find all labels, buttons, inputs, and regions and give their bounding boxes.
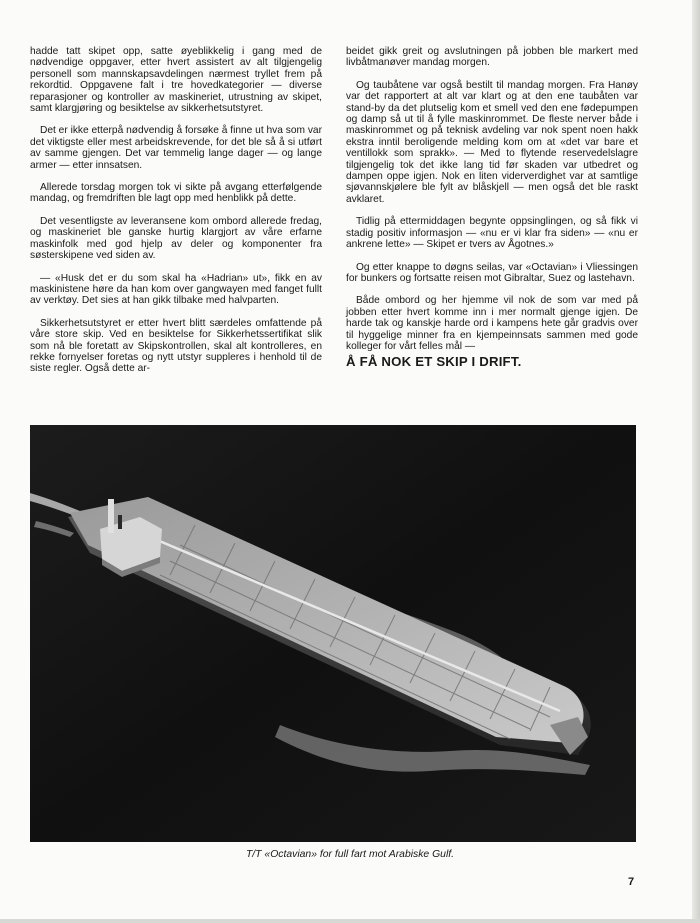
paragraph: Det vesentligste av leveransene kom ombord allerede fredag, og maskineriet ble ganske hurtig klargjort av våre erfarne maskinfolk med god hjelp av deler og komponenter fra søsterskipene ved siden av. bbox=[30, 215, 322, 262]
paragraph: Og etter knappe to døgns seilas, var «Octavian» i Vliessingen for bunkers og fortsatte reisen mot Gibraltar, Suez og lastehavn. bbox=[346, 261, 638, 284]
page-number: 7 bbox=[628, 876, 635, 888]
paragraph: — «Husk det er du som skal ha «Hadrian» ut», fikk en av maskinistene høre da han kom over gangwayen med fanget fullt av verktøy. Det sies at han gikk tilbake med halvparten. bbox=[30, 272, 322, 307]
paragraph: Det er ikke etterpå nødvendig å forsøke å finne ut hva som var det viktigste eller mest arbeidskrevende, for det ble så å si utført av samme gjengen. Det var temmelig lange dager — og lange armer — etter innsatsen. bbox=[30, 125, 322, 171]
closing-headline: Å FÅ NOK ET SKIP I DRIFT. bbox=[346, 354, 522, 370]
paragraph: Allerede torsdag morgen tok vi sikte på avgang etterfølgende mandag, og fremdriften ble lagt opp med henblikk på dette. bbox=[30, 182, 322, 205]
paragraph: Og taubåtene var også bestilt til mandag morgen. Fra Hanøy var det rapportert at alt var klart og at den ene taubåten var stand-by da det plutselig kom et smell ved den ene fødepumpen og damp så ut til å fylle maskinrommet. De fleste nerver både i maskinrommet og på teknisk avdeling var nok spent noen hakk ekstra inntil beroligende melding kom om at «det var bare et ventillokk som sprakk». — Med to flytende reservedelslagre tilgjengelig tok det ikke lang tid før skaden var utbedret og dampen oppe igjen. Nok en liten viderverdighet var at samtlige sjøvannskjølere ble fylt av blåskjell — men også det ble raskt avklaret. bbox=[346, 79, 638, 205]
scan-edge-shadow bbox=[692, 0, 700, 923]
scan-bottom-edge bbox=[0, 919, 700, 923]
photo-caption: T/T «Octavian» for full fart mot Arabiske Gulf. bbox=[245, 849, 455, 860]
article-body bbox=[30, 46, 638, 412]
paragraph: Både ombord og her hjemme vil nok de som var med på jobben etter hvert komme inn i mer normalt gjenge igjen. De harde tak og kanskje harde ord i kampens hete går gradvis over til hyggelige minner fra en kjempeinnsats sammen med gode kolleger for vårt felles mål — bbox=[346, 295, 638, 352]
paragraph: hadde tatt skipet opp, satte øyeblikkelig i gang med de nødvendige oppgaver, etter hvert assistert av alt tilgjengelig personell som mannskapsavdelingen nærmest tryllet frem på rekordtid. Oppgavene falt i tre hovedkategorier — diverse reparasjoner og kontroller av maskineriet, utrustning av skipet, samt klargjøring og besiktelse av sikkerhetsutstyret. bbox=[30, 46, 322, 115]
left-column bbox=[30, 46, 322, 412]
paragraph: Sikkerhetsutstyret er etter hvert blitt særdeles omfattende på våre store skip. Ved en besiktelse for Sikkerhetssertifikat slik som nå ble foretatt av Skipskontrollen, skal alt kontrolleres, en rekke fornyelser foretas og nytt utstyr suppleres i henhold til de siste regler. Også dette ar- bbox=[30, 317, 322, 375]
paragraph: Tidlig på ettermiddagen begynte oppsinglingen, og så fikk vi stadig positiv informasjon — «nu er vi klar fra siden» — «nu er ankrene lette» — Skipet er tvers av Ågotnes.» bbox=[346, 216, 638, 251]
paragraph: beidet gikk greit og avslutningen på jobben ble markert med livbåtmanøver mandag morgen. bbox=[346, 46, 638, 69]
right-column bbox=[346, 46, 638, 412]
tanker-photo bbox=[30, 425, 636, 842]
tanker-illustration bbox=[30, 425, 636, 842]
